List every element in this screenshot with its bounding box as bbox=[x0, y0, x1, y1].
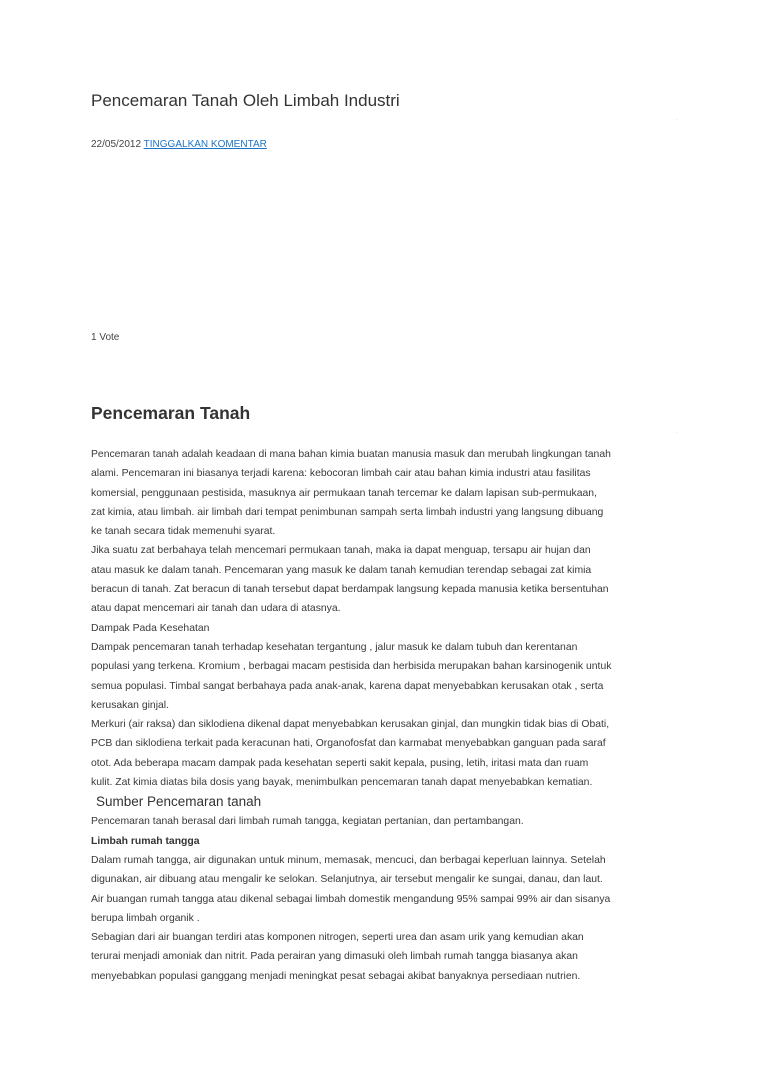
body-line: beracun di tanah. Zat beracun di tanah tersebut dapat berdampak langsung kepada manusia ketika bersentuhan bbox=[91, 584, 609, 596]
body-line: Sebagian dari air buangan terdiri atas komponen nitrogen, seperti urea dan asam urik yang kemudian akan bbox=[91, 932, 584, 944]
decorative-dot: · bbox=[676, 430, 678, 436]
body-line: menyebabkan populasi ganggang menjadi meningkat pesat sebagai akibat banyaknya persediaan nutrien. bbox=[91, 970, 581, 982]
body-line: Dampak pencemaran tanah terhadap kesehatan tergantung , jalur masuk ke dalam tubuh dan kerentanan bbox=[91, 641, 578, 653]
body-line: populasi yang terkena. Kromium , berbagai macam pestisida dan herbisida merupakan bahan karsinogenik untuk bbox=[91, 661, 612, 673]
sub-heading: Sumber Pencemaran tanah bbox=[96, 794, 262, 810]
leave-comment-link[interactable]: TINGGALKAN KOMENTAR bbox=[143, 139, 267, 150]
body-line: atau masuk ke dalam tanah. Pencemaran yang masuk ke dalam tanah kemudian terendap sebagai zat kimia bbox=[91, 564, 592, 576]
section-heading: Pencemaran Tanah bbox=[91, 403, 251, 423]
body-line: alami. Pencemaran ini biasanya terjadi karena: kebocoran limbah cair atau bahan kimia industri atau fasilitas bbox=[91, 468, 591, 480]
body-line: atau dapat mencemari air tanah dan udara di atasnya. bbox=[91, 603, 341, 615]
body-line: kerusakan ginjal. bbox=[91, 699, 169, 711]
body-line: otot. Ada beberapa macam dampak pada kesehatan seperti sakit kepala, pusing, letih, iritasi mata dan ruam bbox=[91, 757, 589, 769]
body-line: terurai menjadi amoniak dan nitrit. Pada perairan yang dimasuki oleh limbah rumah tangga biasanya akan bbox=[91, 951, 578, 963]
body-line: Jika suatu zat berbahaya telah mencemari permukaan tanah, maka ia dapat menguap, tersapu air hujan dan bbox=[91, 545, 591, 557]
body-line: ke tanah secara tidak memenuhi syarat. bbox=[91, 526, 276, 538]
post-date: 22/05/2012 bbox=[91, 139, 142, 150]
body-line: Air buangan rumah tangga atau dikenal sebagai limbah domestik mengandung 95% sampai 99% air dan sisanya bbox=[91, 893, 611, 905]
vote-count: 1 Vote bbox=[91, 332, 120, 343]
body-line: PCB dan siklodiena terkait pada keracunan hati, Organofosfat dan karmabat menyebabkan ganguan pada saraf bbox=[91, 738, 606, 750]
body-line: komersial, penggunaan pestisida, masuknya air permukaan tanah tercemar ke dalam lapisan sub-permukaan, bbox=[91, 487, 597, 499]
body-line: Pencemaran tanah adalah keadaan di mana bahan kimia buatan manusia masuk dan merubah lingkungan tanah bbox=[91, 449, 611, 460]
body-line: Dalam rumah tangga, air digunakan untuk minum, memasak, mencuci, dan berbagai keperluan lainnya. Setelah bbox=[91, 854, 606, 866]
post-title: Pencemaran Tanah Oleh Limbah Industri bbox=[91, 91, 400, 110]
body-line: kulit. Zat kimia diatas bila dosis yang bayak, menimbulkan pencemaran tanah dapat menyebabkan kematian. bbox=[91, 777, 593, 789]
article-body bbox=[91, 445, 685, 986]
body-line: digunakan, air dibuang atau mengalir ke selokan. Selanjutnya, air tersebut mengalir ke sungai, danau, dan laut. bbox=[91, 874, 603, 886]
body-line: Merkuri (air raksa) dan siklodiena dikenal dapat menyebabkan kerusakan ginjal, dan mungkin tidak bias di Obati, bbox=[91, 719, 610, 731]
decorative-dot: · bbox=[676, 117, 678, 123]
body-line: Dampak Pada Kesehatan bbox=[91, 622, 210, 634]
body-line: semua populasi. Timbal sangat berbahaya pada anak-anak, karena dapat menyebabkan kerusakan otak , serta bbox=[91, 680, 604, 692]
bold-heading: Limbah rumah tangga bbox=[91, 835, 200, 847]
post-meta bbox=[91, 139, 267, 150]
intro-line: Pencemaran tanah berasal dari limbah rumah tangga, kegiatan pertanian, dan pertambangan. bbox=[91, 816, 524, 828]
body-line: berupa limbah organik . bbox=[91, 912, 200, 924]
body-line: zat kimia, atau limbah. air limbah dari tempat penimbunan sampah serta limbah industri yang langsung dibuang bbox=[91, 506, 604, 518]
